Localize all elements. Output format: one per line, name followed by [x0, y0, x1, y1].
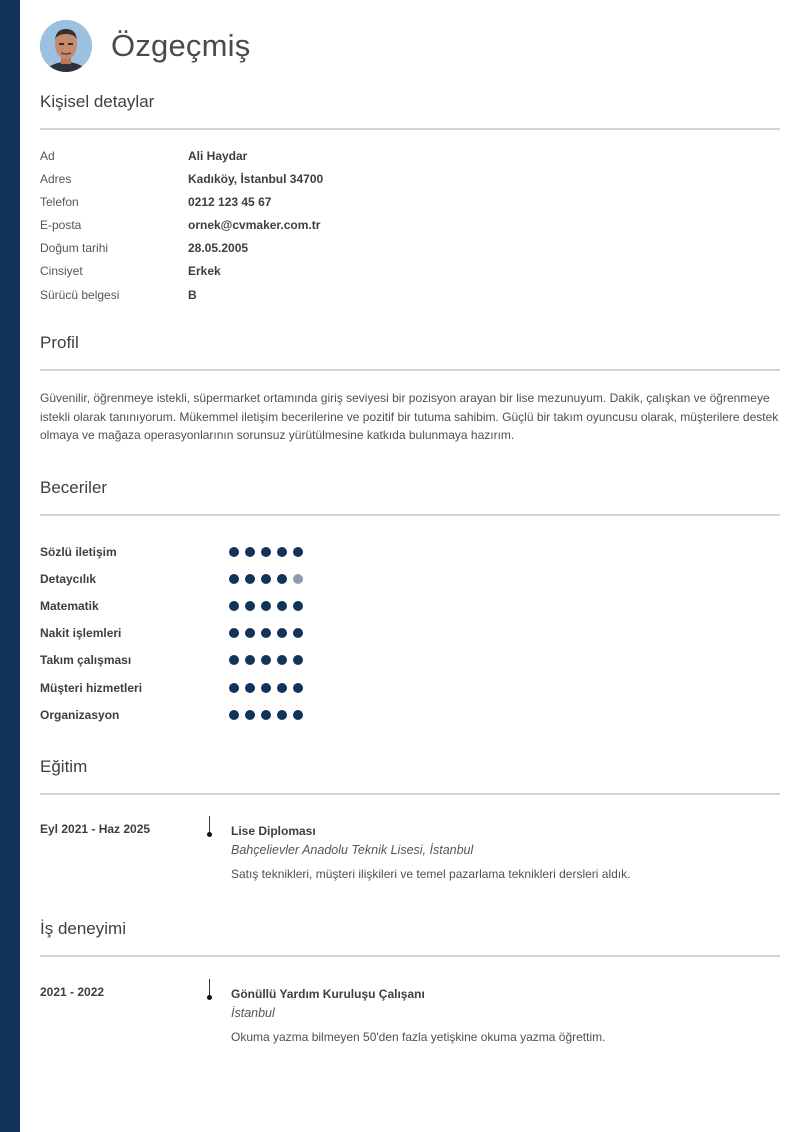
section-divider: [40, 369, 780, 371]
entry-description: Okuma yazma bilmeyen 50'den fazla yetişkine okuma yazma öğrettim.: [231, 1030, 606, 1044]
rating-dot-filled: [245, 601, 255, 611]
skill-rating: [229, 628, 303, 638]
skill-row: [40, 707, 440, 723]
detail-label: Adres: [40, 172, 72, 186]
rating-dot-filled: [245, 628, 255, 638]
skill-rating: [229, 710, 303, 720]
detail-label: Cinsiyet: [40, 264, 83, 278]
entry-location: İstanbul: [231, 1006, 275, 1020]
entry-date: 2021 - 2022: [40, 985, 105, 999]
detail-value: ornek@cvmaker.com.tr: [188, 218, 321, 232]
rating-dot-empty: [293, 574, 303, 584]
section-title-education: Eğitim: [40, 757, 88, 776]
rating-dot-filled: [229, 655, 239, 665]
entry-title: Gönüllü Yardım Kuruluşu Çalışanı: [231, 987, 425, 1001]
profile-summary: Güvenilir, öğrenmeye istekli, süpermarket ortamında giriş seviyesi bir pozisyon arayan bir lise mezunuyum. Dakik, çalışkan ve öğrenmeye istekli olarak tanınıyorum. Mükemmel iletişim becerilerine ve pozitif bir tutuma sahibim. Güçlü bir takım oyuncusu olarak, müşterilere destek olmaya ve mağaza operasyonlarının sorunsuz yürütülmesine katkıda bulunmaya hazırım.: [40, 391, 779, 442]
section-divider: [40, 793, 780, 795]
rating-dot-filled: [229, 710, 239, 720]
rating-dot-filled: [245, 547, 255, 557]
section-title-profile: Profil: [40, 333, 79, 352]
document-title: Özgeçmiş: [111, 28, 251, 63]
rating-dot-filled: [261, 710, 271, 720]
detail-row-gender: [40, 263, 780, 279]
detail-value: Kadıköy, İstanbul 34700: [188, 172, 324, 186]
timeline-dot-icon: [207, 832, 212, 837]
section-title-experience: İş deneyimi: [40, 919, 126, 938]
entry-institution: Bahçelievler Anadolu Teknik Lisesi, İstanbul: [231, 843, 474, 857]
skill-label: Nakit işlemleri: [40, 626, 122, 640]
section-divider: [40, 128, 780, 130]
rating-dot-filled: [293, 655, 303, 665]
skill-rating: [229, 547, 303, 557]
skill-row: [40, 571, 440, 587]
skill-label: Sözlü iletişim: [40, 545, 117, 559]
rating-dot-filled: [229, 683, 239, 693]
rating-dot-filled: [261, 547, 271, 557]
resume-header: [40, 20, 250, 72]
skill-label: Matematik: [40, 599, 99, 613]
skill-label: Organizasyon: [40, 708, 120, 722]
detail-row-license: [40, 287, 780, 303]
detail-value: Ali Haydar: [188, 149, 248, 163]
rating-dot-filled: [277, 628, 287, 638]
rating-dot-filled: [261, 628, 271, 638]
rating-dot-filled: [229, 574, 239, 584]
detail-row-name: [40, 148, 780, 164]
detail-row-email: [40, 217, 780, 233]
detail-row-address: [40, 171, 780, 187]
rating-dot-filled: [293, 683, 303, 693]
rating-dot-filled: [229, 547, 239, 557]
detail-label: Doğum tarihi: [40, 241, 109, 255]
rating-dot-filled: [293, 547, 303, 557]
section-title-personal: Kişisel detaylar: [40, 92, 155, 111]
detail-label: E-posta: [40, 218, 82, 232]
detail-label: Ad: [40, 149, 55, 163]
rating-dot-filled: [293, 710, 303, 720]
rating-dot-filled: [261, 683, 271, 693]
rating-dot-filled: [293, 628, 303, 638]
rating-dot-filled: [245, 683, 255, 693]
detail-label: Telefon: [40, 195, 79, 209]
avatar: [40, 20, 92, 72]
rating-dot-filled: [229, 601, 239, 611]
detail-value: B: [188, 288, 197, 302]
detail-label: Sürücü belgesi: [40, 288, 120, 302]
detail-row-birthdate: [40, 240, 780, 256]
skill-rating: [229, 601, 303, 611]
skill-rating: [229, 683, 303, 693]
accent-sidebar-bar: [0, 0, 20, 1132]
detail-value: Erkek: [188, 264, 221, 278]
entry-date: Eyl 2021 - Haz 2025: [40, 822, 151, 836]
rating-dot-filled: [229, 628, 239, 638]
rating-dot-filled: [277, 601, 287, 611]
rating-dot-filled: [277, 683, 287, 693]
skill-row: [40, 544, 440, 560]
rating-dot-filled: [277, 655, 287, 665]
rating-dot-filled: [245, 655, 255, 665]
skill-row: [40, 680, 440, 696]
skill-rating: [229, 574, 303, 584]
rating-dot-filled: [261, 601, 271, 611]
section-divider: [40, 955, 780, 957]
rating-dot-filled: [277, 574, 287, 584]
entry-title: Lise Diploması: [231, 824, 316, 838]
rating-dot-filled: [293, 601, 303, 611]
section-divider: [40, 514, 780, 516]
timeline-dot-icon: [207, 995, 212, 1000]
rating-dot-filled: [245, 710, 255, 720]
skill-label: Takım çalışması: [40, 653, 132, 667]
rating-dot-filled: [261, 655, 271, 665]
rating-dot-filled: [277, 710, 287, 720]
skill-rating: [229, 655, 303, 665]
detail-value: 0212 123 45 67: [188, 195, 272, 209]
skill-row: [40, 625, 440, 641]
profile-photo-icon: [40, 20, 92, 72]
section-title-skills: Beceriler: [40, 478, 108, 497]
skill-row: [40, 598, 440, 614]
detail-row-phone: [40, 194, 780, 210]
rating-dot-filled: [261, 574, 271, 584]
entry-description: Satış teknikleri, müşteri ilişkileri ve temel pazarlama teknikleri dersleri aldık.: [231, 867, 631, 881]
detail-value: 28.05.2005: [188, 241, 249, 255]
skill-label: Detaycılık: [40, 572, 97, 586]
skill-label: Müşteri hizmetleri: [40, 681, 143, 695]
rating-dot-filled: [277, 547, 287, 557]
rating-dot-filled: [245, 574, 255, 584]
skill-row: [40, 652, 440, 668]
